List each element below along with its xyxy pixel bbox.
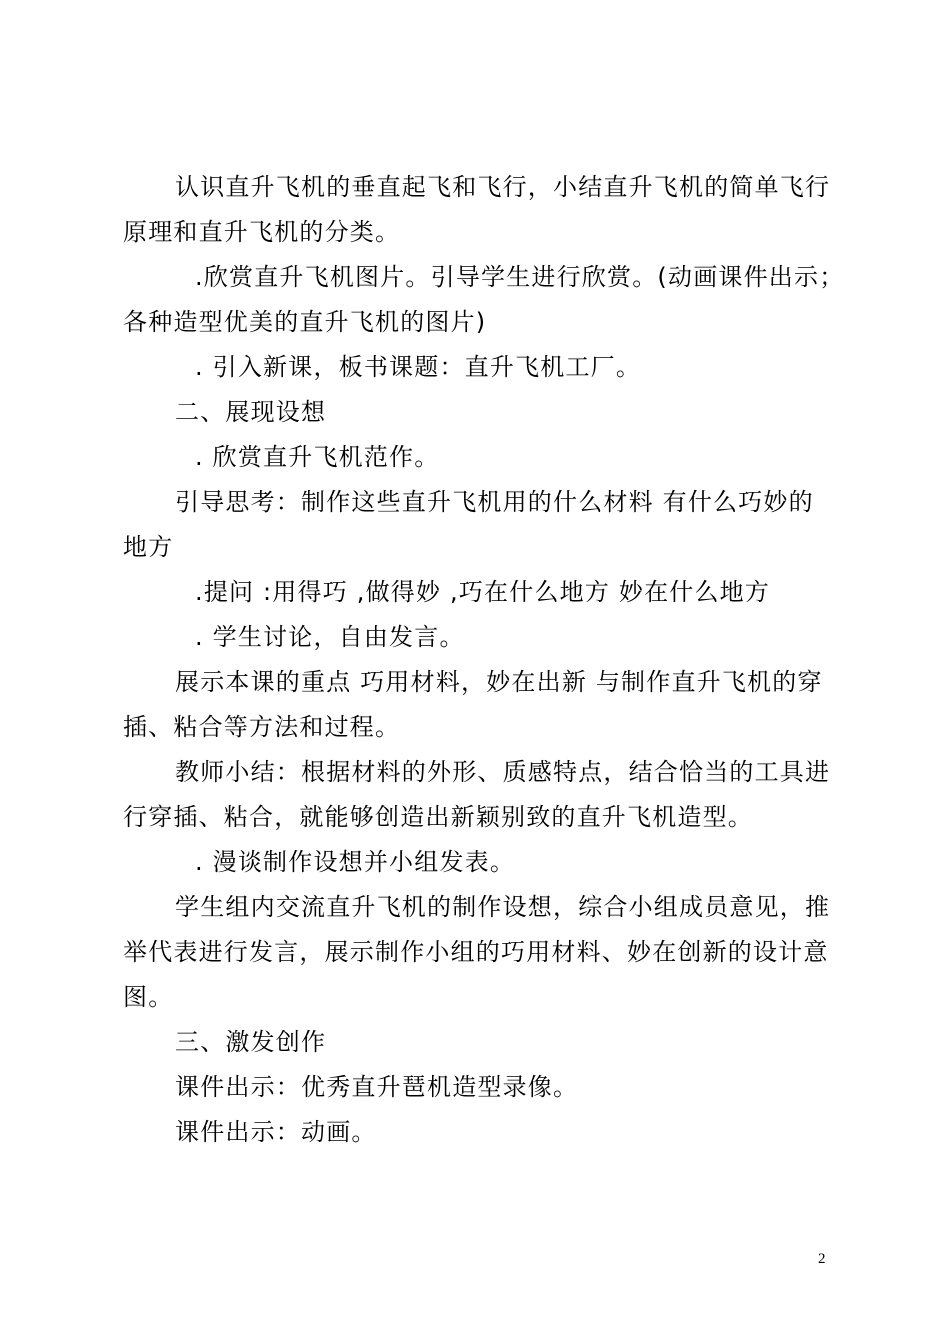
paragraph-line: . 学生讨论，自由发言。	[195, 623, 465, 651]
document-body	[123, 165, 845, 1155]
paragraph-line: 课件出示：优秀直升琶机造型录像。	[175, 1073, 579, 1101]
paragraph-line: 行穿插、粘合，就能够创造出新颖别致的直升飞机造型。	[123, 803, 753, 831]
paragraph-line: 举代表进行发言，展示制作小组的巧用材料、妙在创新的设计意	[123, 938, 829, 966]
paragraph-line: 插、粘合等方法和过程。	[123, 713, 401, 741]
section-heading: 二、展现设想	[175, 398, 327, 426]
paragraph-line: 各种造型优美的直升飞机的图片)	[123, 308, 487, 336]
paragraph-line: 地方	[123, 533, 174, 561]
paragraph-line: .提问 :用得巧 ,做得妙 ,巧在什么地方 妙在什么地方	[195, 578, 771, 606]
paragraph-line: 课件出示：动画。	[175, 1118, 377, 1146]
paragraph-line: 学生组内交流直升飞机的制作设想，综合小组成员意见，推	[175, 893, 831, 921]
paragraph-line: 原理和直升飞机的分类。	[123, 218, 401, 246]
paragraph-line: 图。	[123, 983, 174, 1011]
page-number: 2	[818, 1251, 826, 1267]
paragraph-line: 教师小结：根据材料的外形、质感特点，结合恰当的工具进	[175, 758, 831, 786]
paragraph-line: . 引入新课，板书课题：直升飞机工厂。	[195, 353, 642, 381]
paragraph-line: .欣赏直升飞机图片。引导学生进行欣赏。(动画课件出示；	[195, 263, 845, 291]
paragraph-line: 认识直升飞机的垂直起飞和飞行，小结直升飞机的简单飞行	[175, 173, 831, 201]
paragraph-line: . 漫谈制作设想并小组发表。	[195, 848, 516, 876]
paragraph-line: . 欣赏直升飞机范作。	[195, 443, 440, 471]
paragraph-line: 展示本课的重点 巧用材料，妙在出新 与制作直升飞机的穿	[175, 668, 823, 696]
section-heading: 三、激发创作	[175, 1028, 327, 1056]
paragraph-line: 引导思考：制作这些直升飞机用的什么材料 有什么巧妙的	[175, 488, 814, 516]
